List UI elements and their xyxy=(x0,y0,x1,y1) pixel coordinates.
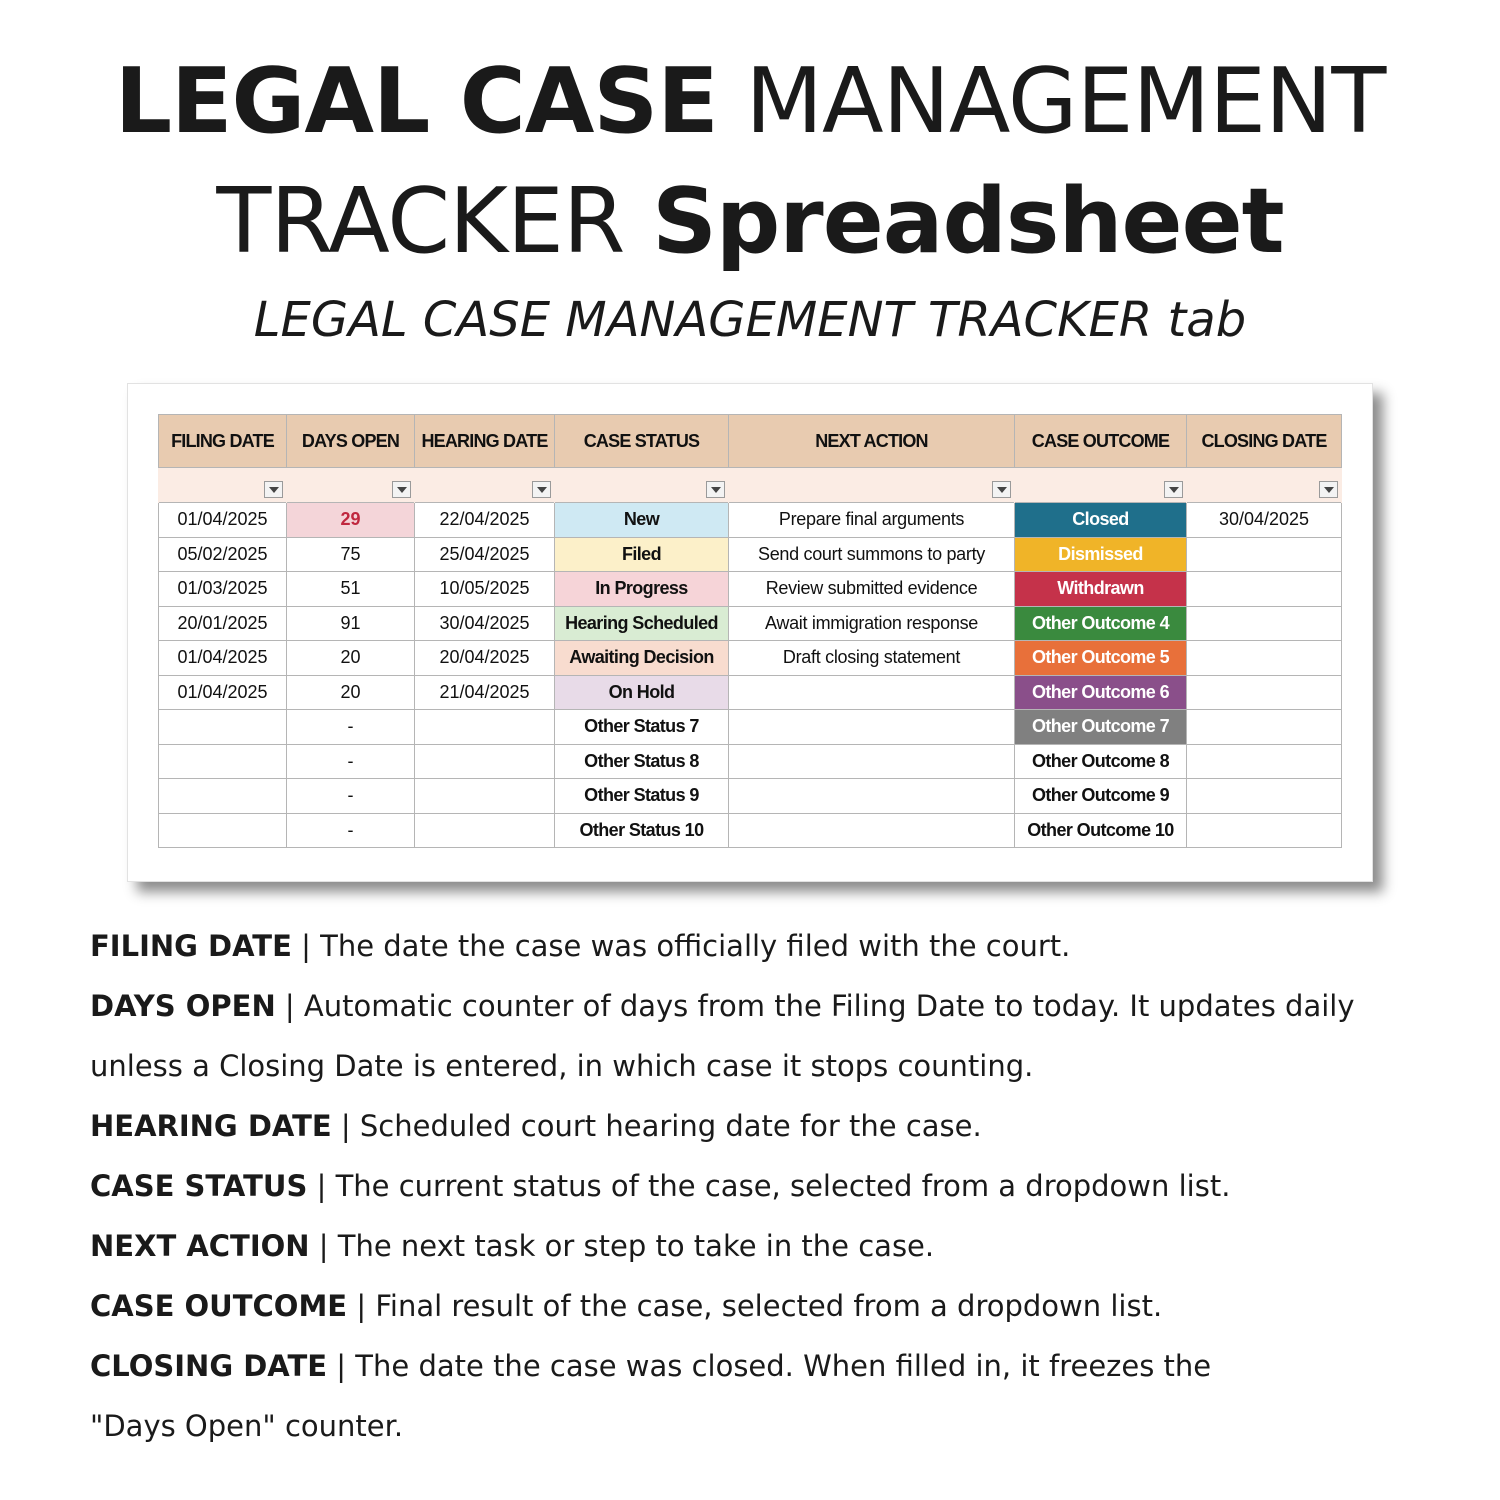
hearing-date-cell[interactable]: 20/04/2025 xyxy=(415,641,555,676)
filing-date-cell[interactable]: 20/01/2025 xyxy=(159,606,287,641)
case-status-cell[interactable]: Awaiting Decision xyxy=(555,641,729,676)
case-outcome-cell[interactable]: Other Outcome 7 xyxy=(1015,710,1187,745)
definition-text: | Final result of the case, selected from a dropdown list. xyxy=(347,1289,1163,1323)
definition-term: CASE STATUS xyxy=(90,1169,308,1203)
title-light-part: MANAGEMENT xyxy=(745,49,1386,154)
closing-date-cell[interactable] xyxy=(1187,675,1342,710)
closing-date-cell[interactable] xyxy=(1187,813,1342,848)
closing-date-cell[interactable] xyxy=(1187,779,1342,814)
definition-line xyxy=(90,1100,1450,1160)
definition-term: CLOSING DATE xyxy=(90,1349,328,1383)
page-title-line-1 xyxy=(0,49,1500,154)
table-row xyxy=(159,675,1342,710)
hearing-date-cell[interactable] xyxy=(415,779,555,814)
days-open-cell[interactable]: 51 xyxy=(287,572,415,607)
next-action-cell[interactable]: Await immigration response xyxy=(729,606,1015,641)
title-bold-part: LEGAL CASE xyxy=(114,49,718,154)
case-outcome-cell[interactable]: Other Outcome 10 xyxy=(1015,813,1187,848)
case-status-cell[interactable]: In Progress xyxy=(555,572,729,607)
filter-row xyxy=(159,468,1342,503)
filter-cell xyxy=(1187,468,1342,503)
filter-dropdown-icon[interactable] xyxy=(992,481,1011,498)
definition-line xyxy=(90,1220,1450,1280)
header-row xyxy=(159,415,1342,468)
filter-cell xyxy=(287,468,415,503)
definition-text: | The next task or step to take in the case. xyxy=(309,1229,935,1263)
definition-term: DAYS OPEN xyxy=(90,989,276,1023)
column-header: HEARING DATE xyxy=(415,415,555,468)
case-status-cell[interactable]: Other Status 7 xyxy=(555,710,729,745)
column-definitions xyxy=(90,920,1450,1460)
definition-text: | The date the case was officially filed with the court. xyxy=(291,929,1071,963)
filter-dropdown-icon[interactable] xyxy=(1164,481,1183,498)
next-action-cell[interactable] xyxy=(729,710,1015,745)
table-row xyxy=(159,606,1342,641)
definition-line xyxy=(90,1340,1450,1400)
case-status-cell[interactable]: Filed xyxy=(555,537,729,572)
days-open-cell[interactable]: 75 xyxy=(287,537,415,572)
filter-cell xyxy=(159,468,287,503)
table-row xyxy=(159,813,1342,848)
column-header: CASE OUTCOME xyxy=(1015,415,1187,468)
definition-line xyxy=(90,980,1450,1040)
filing-date-cell[interactable]: 05/02/2025 xyxy=(159,537,287,572)
closing-date-cell[interactable] xyxy=(1187,537,1342,572)
next-action-cell[interactable] xyxy=(729,744,1015,779)
definition-line xyxy=(90,1400,1450,1460)
table-row xyxy=(159,537,1342,572)
next-action-cell[interactable]: Send court summons to party xyxy=(729,537,1015,572)
definition-line xyxy=(90,1160,1450,1220)
case-outcome-cell[interactable]: Other Outcome 8 xyxy=(1015,744,1187,779)
filter-cell xyxy=(1015,468,1187,503)
page-subtitle: LEGAL CASE MANAGEMENT TRACKER tab xyxy=(253,292,1247,348)
column-header: NEXT ACTION xyxy=(729,415,1015,468)
definition-text: | Automatic counter of days from the Filing Date to today. It updates daily xyxy=(275,989,1355,1023)
hearing-date-cell[interactable] xyxy=(415,813,555,848)
case-outcome-cell[interactable]: Withdrawn xyxy=(1015,572,1187,607)
filing-date-cell[interactable]: 01/04/2025 xyxy=(159,503,287,538)
closing-date-cell[interactable] xyxy=(1187,606,1342,641)
title-light-part: TRACKER xyxy=(216,169,625,274)
table-row xyxy=(159,503,1342,538)
definition-text: "Days Open" counter. xyxy=(90,1409,404,1443)
definition-text: | The date the case was closed. When filled in, it freezes the xyxy=(327,1349,1212,1383)
next-action-cell[interactable]: Review submitted evidence xyxy=(729,572,1015,607)
hearing-date-cell[interactable]: 21/04/2025 xyxy=(415,675,555,710)
hearing-date-cell[interactable]: 25/04/2025 xyxy=(415,537,555,572)
closing-date-cell[interactable] xyxy=(1187,710,1342,745)
days-open-cell[interactable]: 20 xyxy=(287,675,415,710)
filter-cell xyxy=(555,468,729,503)
filing-date-cell[interactable] xyxy=(159,744,287,779)
closing-date-cell[interactable] xyxy=(1187,744,1342,779)
definition-term: HEARING DATE xyxy=(90,1109,332,1143)
filing-date-cell[interactable] xyxy=(159,710,287,745)
filing-date-cell[interactable]: 01/03/2025 xyxy=(159,572,287,607)
hearing-date-cell[interactable]: 30/04/2025 xyxy=(415,606,555,641)
definition-text: | The current status of the case, selected from a dropdown list. xyxy=(307,1169,1231,1203)
column-header: DAYS OPEN xyxy=(287,415,415,468)
case-outcome-cell[interactable]: Other Outcome 4 xyxy=(1015,606,1187,641)
column-header: CASE STATUS xyxy=(555,415,729,468)
days-open-cell[interactable]: - xyxy=(287,779,415,814)
days-open-cell[interactable]: - xyxy=(287,710,415,745)
definition-term: NEXT ACTION xyxy=(90,1229,310,1263)
table-row xyxy=(159,710,1342,745)
table-row xyxy=(159,744,1342,779)
next-action-cell[interactable] xyxy=(729,779,1015,814)
hearing-date-cell[interactable]: 10/05/2025 xyxy=(415,572,555,607)
filter-cell xyxy=(729,468,1015,503)
filter-dropdown-icon[interactable] xyxy=(392,481,411,498)
column-header: FILING DATE xyxy=(159,415,287,468)
next-action-cell[interactable]: Draft closing statement xyxy=(729,641,1015,676)
spreadsheet-preview xyxy=(127,383,1373,882)
next-action-cell[interactable] xyxy=(729,813,1015,848)
closing-date-cell[interactable] xyxy=(1187,572,1342,607)
filter-dropdown-icon[interactable] xyxy=(532,481,551,498)
hearing-date-cell[interactable] xyxy=(415,710,555,745)
next-action-cell[interactable] xyxy=(729,675,1015,710)
days-open-cell[interactable]: 20 xyxy=(287,641,415,676)
case-outcome-cell[interactable]: Other Outcome 9 xyxy=(1015,779,1187,814)
filing-date-cell[interactable] xyxy=(159,813,287,848)
closing-date-cell[interactable] xyxy=(1187,641,1342,676)
days-open-cell[interactable]: 91 xyxy=(287,606,415,641)
filing-date-cell[interactable]: 01/04/2025 xyxy=(159,675,287,710)
filing-date-cell[interactable] xyxy=(159,779,287,814)
case-status-cell[interactable]: On Hold xyxy=(555,675,729,710)
case-status-cell[interactable]: Other Status 10 xyxy=(555,813,729,848)
definition-text: | Scheduled court hearing date for the case. xyxy=(331,1109,982,1143)
table-row xyxy=(159,779,1342,814)
days-open-cell[interactable]: - xyxy=(287,744,415,779)
case-outcome-cell[interactable]: Other Outcome 6 xyxy=(1015,675,1187,710)
case-status-cell[interactable]: New xyxy=(555,503,729,538)
definition-line xyxy=(90,920,1450,980)
page-title-line-2 xyxy=(0,169,1500,274)
tracker-table xyxy=(158,414,1342,848)
case-status-cell[interactable]: Other Status 8 xyxy=(555,744,729,779)
hearing-date-cell[interactable] xyxy=(415,744,555,779)
days-open-cell[interactable]: 29 xyxy=(287,503,415,538)
definition-line xyxy=(90,1280,1450,1340)
table-body xyxy=(159,503,1342,848)
closing-date-cell[interactable]: 30/04/2025 xyxy=(1187,503,1342,538)
filter-dropdown-icon[interactable] xyxy=(1319,481,1338,498)
definition-term: FILING DATE xyxy=(90,929,292,963)
title-bold-part: Spreadsheet xyxy=(652,169,1284,274)
column-header: CLOSING DATE xyxy=(1187,415,1342,468)
case-status-cell[interactable]: Other Status 9 xyxy=(555,779,729,814)
filter-cell xyxy=(415,468,555,503)
filter-dropdown-icon[interactable] xyxy=(706,481,725,498)
definition-line xyxy=(90,1040,1450,1100)
filing-date-cell[interactable]: 01/04/2025 xyxy=(159,641,287,676)
hearing-date-cell[interactable]: 22/04/2025 xyxy=(415,503,555,538)
case-outcome-cell[interactable]: Dismissed xyxy=(1015,537,1187,572)
table-row xyxy=(159,641,1342,676)
case-outcome-cell[interactable]: Closed xyxy=(1015,503,1187,538)
case-outcome-cell[interactable]: Other Outcome 5 xyxy=(1015,641,1187,676)
definition-text: unless a Closing Date is entered, in which case it stops counting. xyxy=(90,1049,1034,1083)
table-row xyxy=(159,572,1342,607)
definition-term: CASE OUTCOME xyxy=(90,1289,348,1323)
next-action-cell[interactable]: Prepare final arguments xyxy=(729,503,1015,538)
filter-dropdown-icon[interactable] xyxy=(264,481,283,498)
days-open-cell[interactable]: - xyxy=(287,813,415,848)
case-status-cell[interactable]: Hearing Scheduled xyxy=(555,606,729,641)
